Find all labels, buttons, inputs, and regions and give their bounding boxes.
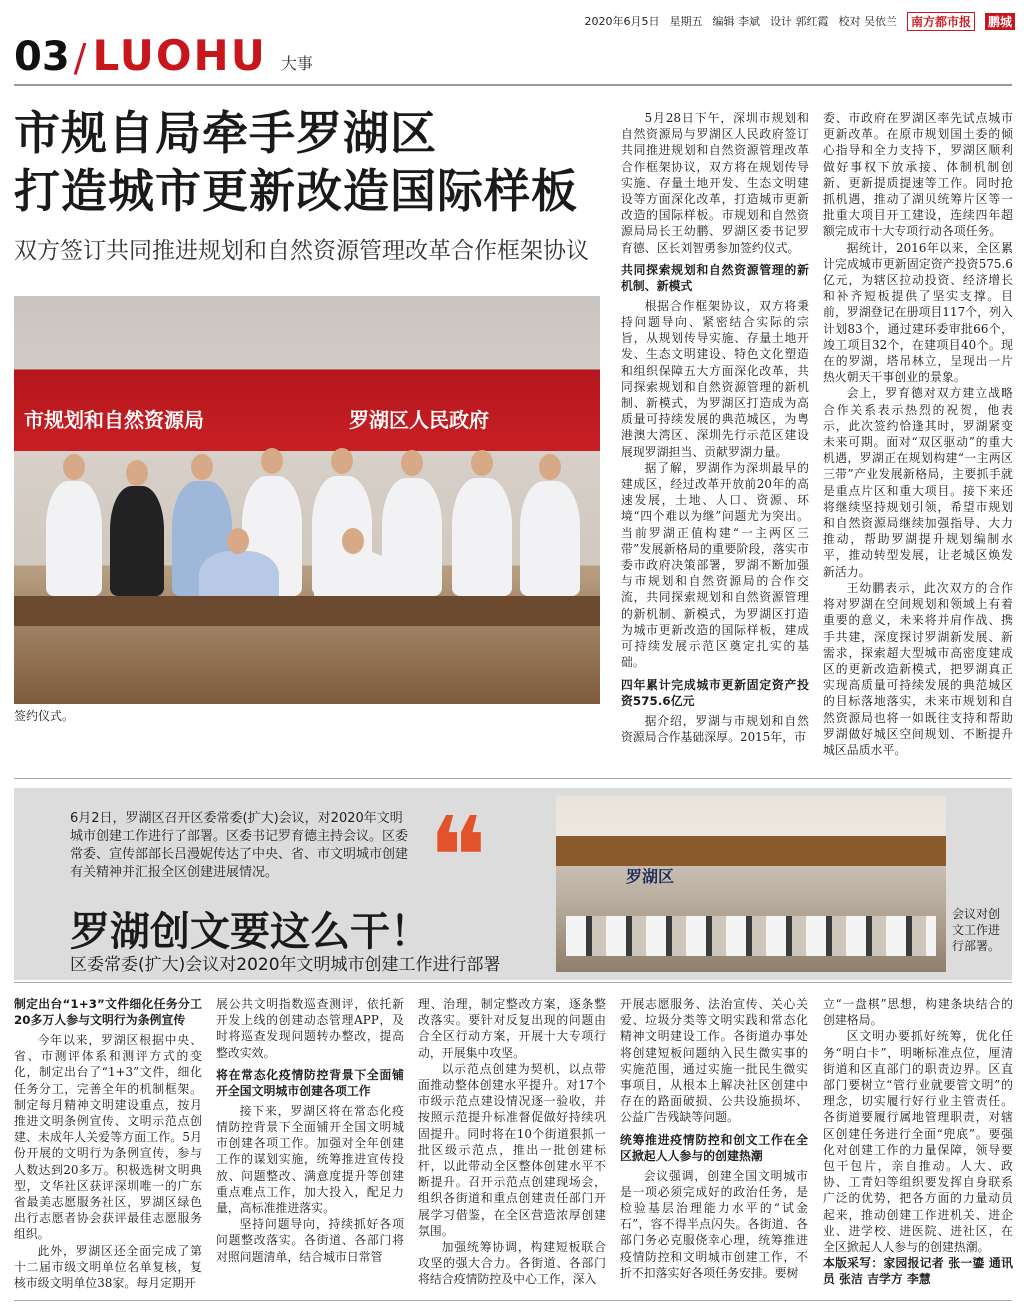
- issue-weekday: 星期五: [669, 15, 703, 28]
- photo-figure: [520, 481, 580, 596]
- photo-figure-head: [126, 460, 148, 486]
- photo-figure-head: [63, 454, 85, 480]
- photo-figure-head: [539, 454, 561, 480]
- quote-mark-icon: ❝: [428, 793, 488, 921]
- paragraph: 立“一盘棋”思想，构建条块结合的创建格局。: [823, 997, 1013, 1028]
- headline-line-1: 市规自局牵手罗湖区: [14, 106, 437, 160]
- article1-column-1: [621, 110, 809, 745]
- section-subtitle: 大事: [280, 54, 313, 73]
- photo-figure-head: [191, 454, 213, 480]
- page-number: 03: [14, 34, 70, 80]
- section-divider: [14, 982, 1012, 983]
- paragraph: 坚持问题导向，持续抓好各项问题整改落实。各街道、各部门将对照问题清单，结合城市日常管: [216, 1217, 404, 1264]
- supplement-logo: 鹏城: [985, 13, 1015, 30]
- paragraph: 理、治理，制定整改方案，逐条整改落实。要针对反复出现的问题由合全区行动方案，开展十大专项行动，开展集中攻坚。: [418, 997, 606, 1060]
- paragraph: 会议强调，创建全国文明城市是一项必须完成好的政治任务，是检验基层治理能力水平的“试金石”，容不得半点闪失。各街道、各部门务必克服侥幸心理，统筹推进疫情防控和文明城市创建工作，不折不扣落实好各项任务安排。要树: [620, 1168, 808, 1280]
- photo-figure-head: [331, 448, 353, 474]
- signing-ceremony-photo: [14, 296, 600, 704]
- photo-figure: [110, 486, 164, 596]
- photo-sign: 罗湖区: [626, 867, 675, 886]
- article1-headline: [14, 104, 614, 220]
- article1-column-2: [823, 110, 1013, 758]
- article2-title: 罗湖创文要这么干！: [70, 909, 430, 955]
- paragraph: 此外，罗湖区还全面完成了第十二届市级文明单位名单复核，复核市级文明单位38家。每月定期开: [14, 1243, 202, 1291]
- design-credit: 设计 郭红霞: [769, 15, 829, 28]
- photo-figure-head: [261, 448, 283, 474]
- photo-figure-head: [471, 450, 493, 476]
- paragraph: 委、市政府在罗湖区率先试点城市更新改革。在原市规划国土委的倾心指导和全力支持下，罗湖区顺利做好事权下放承接、体制机制创新、更新提质提速等工作。同时抢抓机遇，推动了湖贝统筹片区等一批重大项目开工建设，连续四年超额完成市十大专项行动各项任务。: [823, 111, 1013, 239]
- paragraph: 据统计，2016年以来，全区累计完成城市更新固定资产投资575.6亿元，为辖区拉动投资、经济增长和补齐短板提供了坚实支撑。目前，罗湖登记在册项目117个，列入计划83个，通过建环委审批66个，竣工项目32个，在建项目40个。现在的罗湖，塔吊林立，呈现出一片热火朝天干事创业的景象。: [823, 240, 1013, 385]
- paragraph: 以示范点创建为契机，以点带面推动整体创建水平提升。对17个市级示范点建设情况逐一验收，并按照示范提升标准督促做好持续巩固提升。同时将在10个街道狠抓一批区级示范点，推出一批创建标杆，以此带动全区整体创建水平不断提升。召开示范点创建现场会，组织各街道和重点创建责任部门开展学习借鉴，在全区营造浓厚创建氛围。: [418, 1061, 606, 1238]
- article1-subhead: 双方签订共同推进规划和自然资源管理改革合作框架协议: [14, 238, 589, 264]
- subheading: 制定出台“1+3”文件细化任务分工20多万人参与文明行为条例宣传: [14, 997, 202, 1027]
- meeting-photo: [556, 796, 946, 972]
- article2-column-2: [216, 996, 404, 1265]
- article2-subtitle: 区委常委(扩大)会议对2020年文明城市创建工作进行部署: [70, 955, 501, 975]
- paragraph: 据了解，罗湖作为深圳最早的建成区，经过改革开放前20年的高速发展，土地、人口、资源、环境“四个难以为继”问题尤为突出。当前罗湖正值构建“一主两区三带”发展新格局的重要阶段，落实市委市政府决策部署，罗湖不断加强与市规划和自然资源局的合作交流，共同探索规划和自然资源管理的新机制、新模式，为罗湖区打造为城市更新改造的国际样板，建成可持续发展示范区奠定扎实的基础。: [621, 460, 809, 670]
- headline-line-2: 打造城市更新改造国际样板: [14, 164, 578, 218]
- article2-column-4: [620, 996, 808, 1281]
- photo-figure-head: [401, 450, 423, 476]
- paragraph: 开展志愿服务、法治宣传、关心关爱、垃圾分类等文明实践和常态化精神文明建设工作。各街道办事处将创建短板问题纳入民生微实事的实施范围，通过实施一批民生微实事项目，从根本上解决社区创建中存在的路面破损、公共设施损坏、公益广告残缺等问题。: [620, 997, 808, 1125]
- photo-figure-head: [342, 528, 364, 554]
- section-divider: [14, 778, 1012, 779]
- paragraph: 王幼鹏表示，此次双方的合作将对罗湖在空间规划和领域上有着重要的意义，未来将并肩作战、携手共建，深度探讨罗湖新发展、新需求，探索超大型城市高密度建成区的更新改造新模式，把罗湖真正实现高质量可持续发展的典范城区的目标落地落实，未来市规划和自然资源局也将一如既往支持和帮助罗湖做好城区空间规划、不断提升城区品质水平。: [823, 580, 1013, 757]
- paragraph: 据介绍，罗湖与市规划和自然资源局合作基础深厚。2015年，市: [621, 713, 809, 744]
- photo2-caption: 会议对创文工作进行部署。: [952, 907, 1001, 953]
- proof-credit: 校对 吴依兰: [838, 15, 897, 28]
- subheading: 四年累计完成城市更新固定资产投资575.6亿元: [621, 677, 809, 708]
- article2-column-3: [418, 996, 606, 1288]
- photo-attendees: [566, 916, 936, 956]
- paragraph: 展公共文明指数巡查测评，依托新开发上线的创建动态管理APP，及时将巡查发现问题转办整改，提高整改实效。: [216, 997, 404, 1060]
- editor-credit: 编辑 李斌: [712, 15, 760, 28]
- article2-column-5: [823, 996, 1013, 1288]
- article2-lead: 6月2日，罗湖区召开区委常委(扩大)会议，对2020年文明城市创建工作进行了部署。区委书记罗育德主持会议。区委常委、宣传部部长吕漫妮传达了中央、省、市文明城市创建有关精神并汇报全区创建进展情况。: [70, 811, 409, 880]
- article2-column-1: [14, 996, 202, 1291]
- byline-credits: 本版采写：家园报记者 张一鎏 通讯员 张洁 吉学方 李慧: [823, 1256, 1013, 1287]
- photo-banner-left: 市规划和自然资源局: [24, 408, 204, 432]
- section-name: LUOHU: [92, 31, 267, 80]
- paragraph: 5月28日下午，深圳市规划和自然资源局与罗湖区人民政府签订共同推进规划和自然资源管理改革合作框架协议，双方将在规划传导实施、存量土地开发、生态文明建设等方面深化改革，打造城市更新改造的国际样板。市规划和自然资源局局长王幼鹏、罗湖区委书记罗育德、区长刘智勇参加签约仪式。: [621, 111, 809, 255]
- issue-date: 2020年6月5日: [584, 15, 660, 28]
- page-slash: /: [73, 36, 87, 80]
- photo-figure: [46, 481, 102, 596]
- masthead-bar: [560, 10, 1015, 32]
- paragraph: 区文明办要抓好统筹，优化任务“明白卡”，明晰标准点位，厘清街道和区直部门的职责边界。区直部门要树立“管行业就要管文明”的理念，切实履行好行业主管责任。各街道要履行属地管理职责，对辖区创建任务进行全面“兜底”。要强化对创建工作的力量保障，领导要包干包片，亲自推动。人大、政协、工青妇等组织要发挥自身联系广泛的优势，把各方面的力量动员起来，推动创建工作进机关、进企业、进学校、进医院、进社区，在全区掀起人人参与的创建热潮。: [823, 1029, 1013, 1255]
- paragraph: 加强统筹协调，构建短板联合攻坚的强大合力。各街道、各部门将结合疫情防控及中心工作，深入: [418, 1240, 606, 1287]
- photo-banner-right: 罗湖区人民政府: [349, 408, 489, 432]
- paragraph: 接下来，罗湖区将在常态化疫情防控背景下全面铺开全国文明城市创建各项工作。加强对全年创建工作的谋划实施，统筹推进宣传投放、问题整改、满意度提升等创建重点难点工作，加大投入，配足力量，高标准推进落实。: [216, 1103, 404, 1216]
- paragraph: 今年以来，罗湖区根据中央、省、市测评体系和测评方式的变化，制定出台了“1+3”文件，细化任务分工，完善全年的机制框架。制定每月精神文明建设重点，按月推进文明条例宣传、文明示范点创建、未成年人关爱等方面工作。5月份开展的文明行为条例宣传，参与人数达到20多万。积极选树文明典型，文华社区获评深圳唯一的广东省最美志愿服务社区，罗湖区绿色出行志愿者协会获评最佳志愿服务组织。: [14, 1033, 202, 1242]
- newspaper-logo: 南方都市报: [907, 12, 975, 31]
- photo-figure: [452, 478, 512, 596]
- paragraph: 会上，罗育德对双方建立战略合作关系表示热烈的祝贺，他表示，此次签约恰逢其时，罗湖紧变未来可期。面对“双区驱动”的重大机遇，罗湖正在规划构建“一主两区三带”产业发展新格局，主要抓手就是重点片区和重大项目。接下来还将继续坚持规划引领，希望市规划和自然资源局继续加强指导、大力推动，帮助罗湖提升规划编制水平，推动转型发展，让老城区焕发新活力。: [823, 386, 1013, 579]
- section-header: [14, 28, 313, 80]
- header-divider: [14, 84, 1012, 86]
- photo-table: [14, 596, 600, 626]
- footer-rule: [14, 1300, 1012, 1301]
- subheading: 统筹推进疫情防控和创文工作在全区掀起人人参与的创建热潮: [620, 1132, 808, 1163]
- subheading: 将在常态化疫情防控背景下全面铺开全国文明城市创建各项工作: [216, 1067, 404, 1098]
- paragraph: 根据合作框架协议，双方将秉持问题导向、紧密结合实际的宗旨，从规划传导实施、存量土地开发、生态文明建设、特色文化塑造和组织保障五大方面深化改革，共同探索规划和自然资源管理的新机制、新模式，为罗湖区打造成为高质量可持续发展的典范城区，为粤港澳大湾区、深圳先行示范区建设展现罗湖担当、贡献罗湖力量。: [621, 298, 809, 459]
- photo1-caption: 签约仪式。: [14, 709, 75, 723]
- photo-figure-head: [227, 528, 249, 554]
- photo-wall-panel: [556, 836, 946, 866]
- subheading: 共同探索规划和自然资源管理的新机制、新模式: [621, 262, 809, 293]
